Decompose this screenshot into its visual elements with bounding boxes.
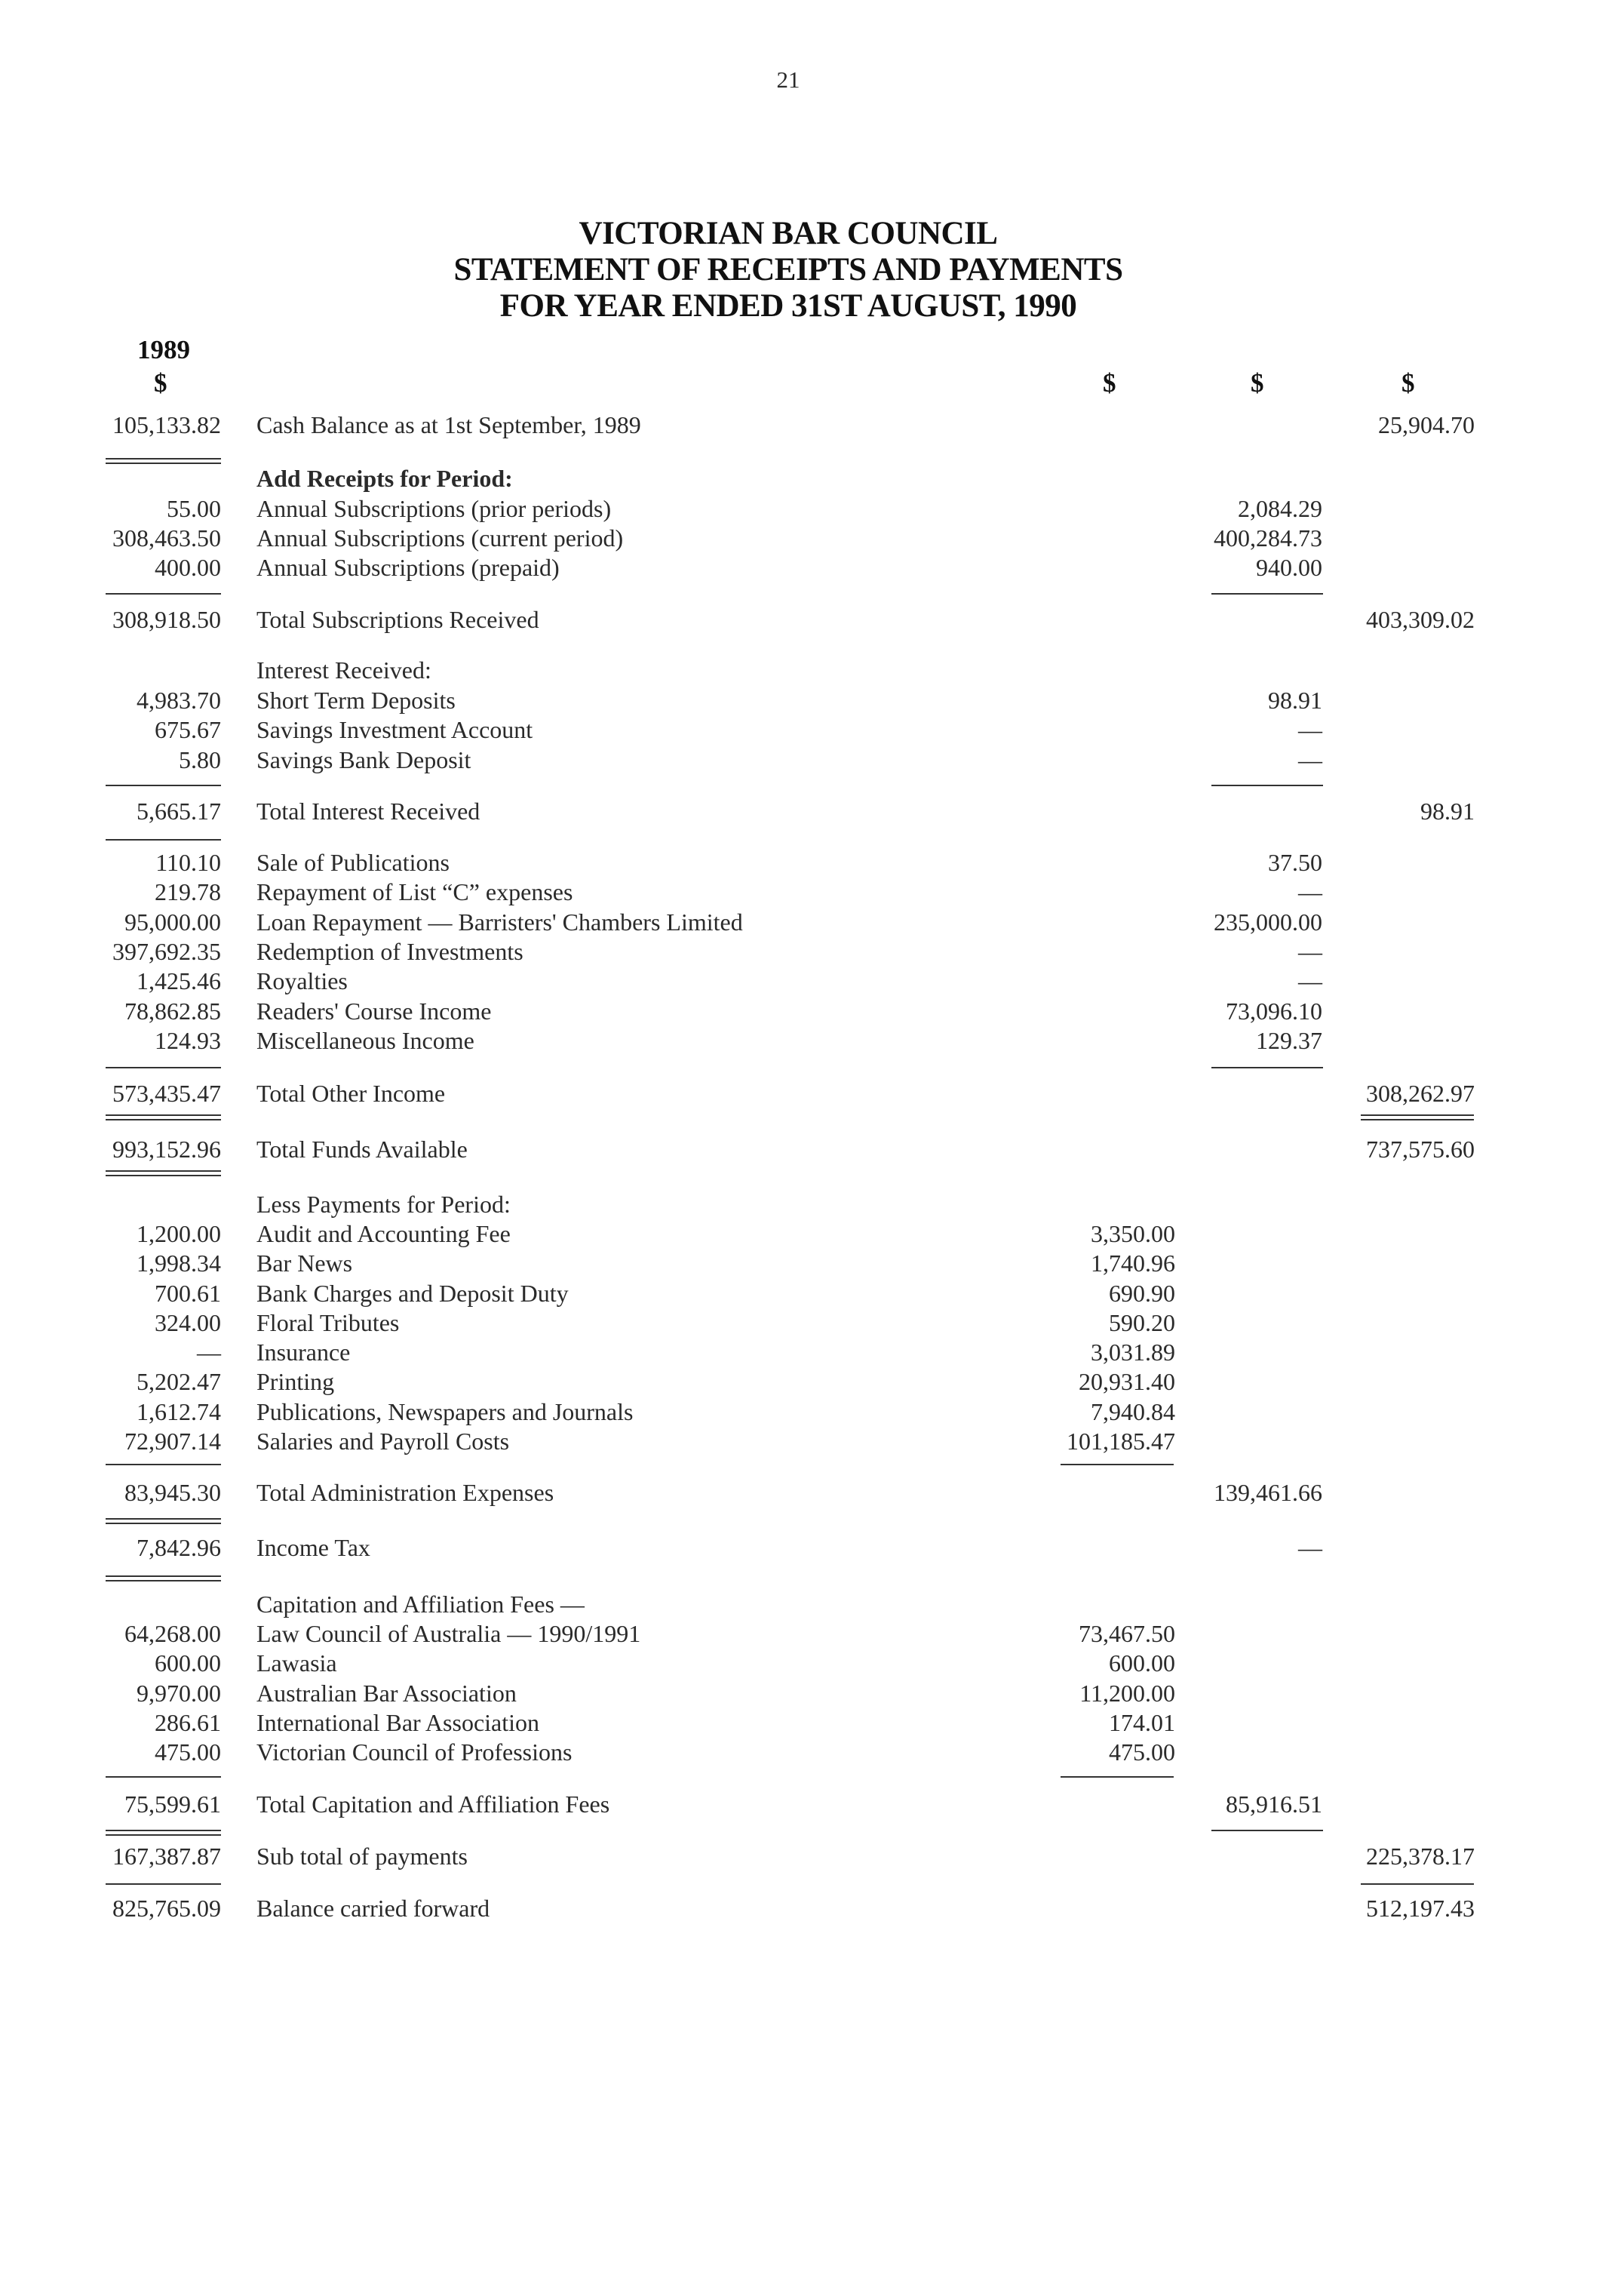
row-label: Redemption of Investments	[256, 938, 523, 965]
rule-subscriptions	[1211, 593, 1323, 595]
statement-row	[0, 1678, 1624, 1708]
column3-currency: $	[1401, 368, 1415, 398]
row-label: International Bar Association	[256, 1709, 540, 1736]
column1-amount: 11,200.00	[1079, 1680, 1175, 1707]
prior-year-currency: $	[154, 368, 167, 398]
column2-amount: 235,000.00	[1214, 908, 1322, 936]
column2-amount: 940.00	[1256, 554, 1322, 581]
prior-year-amount: 9,970.00	[137, 1680, 221, 1707]
rule-prior-other-income	[106, 1067, 221, 1068]
row-label: Repayment of List “C” expenses	[256, 878, 573, 905]
title-statement: STATEMENT OF RECEIPTS AND PAYMENTS	[453, 252, 1123, 287]
row-label: Australian Bar Association	[256, 1680, 517, 1707]
column1-amount: 1,740.96	[1091, 1249, 1175, 1277]
column2-currency: $	[1251, 368, 1264, 398]
row-label: Sub total of payments	[256, 1843, 468, 1870]
statement-row	[0, 1789, 1624, 1819]
prior-year-amount: 700.61	[155, 1280, 221, 1307]
row-label: Cash Balance as at 1st September, 1989	[256, 411, 641, 438]
row-label: Short Term Deposits	[256, 687, 456, 714]
row-label: Savings Investment Account	[256, 716, 533, 743]
prior-year-amount: 167,387.87	[112, 1843, 221, 1870]
rule-sub-total	[1361, 1883, 1474, 1885]
column1-amount: 600.00	[1109, 1649, 1175, 1677]
row-label: Total Subscriptions Received	[256, 606, 539, 633]
prior-year-amount: 324.00	[155, 1309, 221, 1336]
rule-prior-capitation-total	[106, 1830, 221, 1836]
rule-prior-funds-available	[106, 1170, 221, 1176]
row-label: Bar News	[256, 1249, 353, 1277]
row-label: Sale of Publications	[256, 849, 450, 876]
rule-other-income	[1211, 1067, 1323, 1068]
column2-amount: —	[1298, 746, 1322, 773]
row-label: Annual Subscriptions (prior periods)	[256, 495, 612, 522]
statement-row	[0, 877, 1624, 907]
rule-interest	[1211, 785, 1323, 786]
row-label: Add Receipts for Period:	[256, 465, 513, 492]
statement-row	[0, 1618, 1624, 1649]
statement-row	[0, 523, 1624, 553]
statement-row	[0, 1589, 1624, 1619]
column3-amount: 225,378.17	[1366, 1843, 1475, 1870]
statement-row	[0, 1893, 1624, 1923]
row-label: Salaries and Payroll Costs	[256, 1428, 510, 1455]
column1-amount: 73,467.50	[1079, 1620, 1175, 1647]
column1-amount: 101,185.47	[1067, 1428, 1175, 1455]
statement-row	[0, 1219, 1624, 1249]
row-label: Bank Charges and Deposit Duty	[256, 1280, 569, 1307]
prior-year-amount: 5,202.47	[137, 1368, 221, 1395]
statement-row	[0, 410, 1624, 440]
row-label: Capitation and Affiliation Fees —	[256, 1591, 585, 1618]
prior-year-amount: 1,200.00	[137, 1220, 221, 1247]
row-label: Savings Bank Deposit	[256, 746, 471, 773]
statement-row	[0, 936, 1624, 967]
prior-year-amount: 5,665.17	[137, 798, 221, 825]
statement-row	[0, 847, 1624, 878]
prior-year-amount: 124.93	[155, 1027, 221, 1054]
prior-year-amount: 110.10	[155, 849, 221, 876]
row-label: Insurance	[256, 1339, 351, 1366]
row-label: Publications, Newspapers and Journals	[256, 1398, 634, 1425]
statement-row	[0, 1189, 1624, 1219]
row-label: Audit and Accounting Fee	[256, 1220, 511, 1247]
prior-year-amount: 308,463.50	[112, 524, 221, 552]
rule-prior-capitation	[106, 1776, 221, 1778]
row-label: Total Capitation and Affiliation Fees	[256, 1790, 610, 1818]
prior-year-amount: 475.00	[155, 1738, 221, 1766]
prior-year-amount: 95,000.00	[124, 908, 221, 936]
statement-row	[0, 1134, 1624, 1164]
column1-amount: 174.01	[1109, 1709, 1175, 1736]
prior-year-amount: 75,599.61	[124, 1790, 221, 1818]
row-label: Lawasia	[256, 1649, 337, 1677]
statement-row	[0, 1477, 1624, 1508]
statement-row	[0, 655, 1624, 685]
prior-year-amount: 1,998.34	[137, 1249, 221, 1277]
rule-prior-administration	[106, 1464, 221, 1465]
prior-year-amount: 600.00	[155, 1649, 221, 1677]
row-label: Printing	[256, 1368, 335, 1395]
row-label: Less Payments for Period:	[256, 1191, 511, 1218]
rule-prior-cash-balance	[106, 458, 221, 464]
statement-row	[0, 1278, 1624, 1308]
statement-row	[0, 1397, 1624, 1427]
statement-row	[0, 1532, 1624, 1563]
rule-capitation	[1061, 1776, 1174, 1778]
statement-row	[0, 604, 1624, 635]
row-label: Annual Subscriptions (current period)	[256, 524, 624, 552]
column3-amount: 512,197.43	[1366, 1895, 1475, 1922]
column2-amount: 85,916.51	[1226, 1790, 1322, 1818]
row-label: Total Interest Received	[256, 798, 480, 825]
prior-year-amount: 64,268.00	[124, 1620, 221, 1647]
prior-year-amount: 573,435.47	[112, 1080, 221, 1107]
statement-row	[0, 1648, 1624, 1678]
statement-row	[0, 966, 1624, 996]
column1-currency: $	[1103, 368, 1116, 398]
column1-amount: 590.20	[1109, 1309, 1175, 1336]
column3-amount: 25,904.70	[1378, 411, 1475, 438]
prior-year-amount: 7,842.96	[137, 1534, 221, 1561]
prior-year-amount: 78,862.85	[124, 997, 221, 1025]
row-label: Income Tax	[256, 1534, 370, 1561]
column2-amount: —	[1298, 716, 1322, 743]
statement-row	[0, 1707, 1624, 1738]
row-label: Total Administration Expenses	[256, 1479, 554, 1506]
statement-row	[0, 907, 1624, 937]
statement-row	[0, 463, 1624, 493]
prior-year-amount: 308,918.50	[112, 606, 221, 633]
row-label: Law Council of Australia — 1990/1991	[256, 1620, 641, 1647]
row-label: Miscellaneous Income	[256, 1027, 474, 1054]
row-label: Royalties	[256, 967, 348, 994]
rule-prior-interest	[106, 785, 221, 786]
prior-year-amount: 219.78	[155, 878, 221, 905]
prior-year-amount: 105,133.82	[112, 411, 221, 438]
prior-year-amount: 72,907.14	[124, 1428, 221, 1455]
column2-amount: 98.91	[1268, 687, 1322, 714]
prior-year-amount: 55.00	[167, 495, 221, 522]
row-label: Total Funds Available	[256, 1136, 468, 1163]
prior-year-amount: —	[197, 1339, 221, 1366]
row-label: Readers' Course Income	[256, 997, 492, 1025]
row-label: Interest Received:	[256, 656, 431, 684]
prior-year-amount: 1,425.46	[137, 967, 221, 994]
rule-capitation-total	[1211, 1830, 1323, 1831]
column3-amount: 403,309.02	[1366, 606, 1475, 633]
column2-amount: 400,284.73	[1214, 524, 1322, 552]
rule-other-total	[1361, 1114, 1474, 1120]
title-organisation: VICTORIAN BAR COUNCIL	[579, 216, 998, 251]
column1-amount: 3,031.89	[1091, 1339, 1175, 1366]
column3-amount: 98.91	[1420, 798, 1475, 825]
prior-year-heading: 1989	[137, 335, 190, 364]
column2-amount: 2,084.29	[1238, 495, 1322, 522]
statement-row	[0, 1025, 1624, 1056]
title-period: FOR YEAR ENDED 31ST AUGUST, 1990	[499, 288, 1077, 324]
row-label: Annual Subscriptions (prepaid)	[256, 554, 560, 581]
rule-prior-administration-total	[106, 1518, 221, 1524]
row-label: Floral Tributes	[256, 1309, 400, 1336]
column2-amount: —	[1298, 938, 1322, 965]
prior-year-amount: 286.61	[155, 1709, 221, 1736]
column2-amount: 139,461.66	[1214, 1479, 1322, 1506]
row-label: Victorian Council of Professions	[256, 1738, 573, 1766]
column2-amount: —	[1298, 967, 1322, 994]
column1-amount: 3,350.00	[1091, 1220, 1175, 1247]
row-label: Loan Repayment — Barristers' Chambers Limited	[256, 908, 743, 936]
prior-year-amount: 397,692.35	[112, 938, 221, 965]
statement-row	[0, 796, 1624, 826]
prior-year-amount: 400.00	[155, 554, 221, 581]
prior-year-amount: 1,612.74	[137, 1398, 221, 1425]
statement-row	[0, 1841, 1624, 1871]
rule-prior-other-total	[106, 1114, 221, 1120]
row-label: Balance carried forward	[256, 1895, 490, 1922]
prior-year-amount: 83,945.30	[124, 1479, 221, 1506]
column1-amount: 475.00	[1109, 1738, 1175, 1766]
row-label: Total Other Income	[256, 1080, 446, 1107]
column1-amount: 20,931.40	[1079, 1368, 1175, 1395]
rule-administration	[1061, 1464, 1174, 1465]
statement-row	[0, 1366, 1624, 1397]
column2-amount: —	[1298, 878, 1322, 905]
statement-row	[0, 745, 1624, 775]
column2-amount: 73,096.10	[1226, 997, 1322, 1025]
prior-year-amount: 825,765.09	[112, 1895, 221, 1922]
page-number: 21	[776, 66, 800, 93]
statement-row	[0, 715, 1624, 745]
prior-year-amount: 675.67	[155, 716, 221, 743]
rule-prior-income-tax	[106, 1575, 221, 1581]
column2-amount: 37.50	[1268, 849, 1322, 876]
statement-row	[0, 1248, 1624, 1278]
column1-amount: 690.90	[1109, 1280, 1175, 1307]
column3-amount: 737,575.60	[1366, 1136, 1475, 1163]
column2-amount: —	[1298, 1534, 1322, 1561]
statement-row	[0, 493, 1624, 524]
prior-year-amount: 993,152.96	[112, 1136, 221, 1163]
statement-row	[0, 685, 1624, 715]
rule-prior-interest-total	[106, 839, 221, 841]
statement-row	[0, 996, 1624, 1026]
column1-amount: 7,940.84	[1091, 1398, 1175, 1425]
statement-row	[0, 1078, 1624, 1108]
rule-prior-subscriptions	[106, 593, 221, 595]
statement-row	[0, 1337, 1624, 1367]
rule-prior-sub-total	[106, 1883, 221, 1885]
statement-row	[0, 1426, 1624, 1456]
prior-year-amount: 4,983.70	[137, 687, 221, 714]
statement-row	[0, 1737, 1624, 1767]
statement-row	[0, 552, 1624, 582]
prior-year-amount: 5.80	[179, 746, 221, 773]
column2-amount: 129.37	[1256, 1027, 1322, 1054]
column3-amount: 308,262.97	[1366, 1080, 1475, 1107]
statement-row	[0, 1308, 1624, 1338]
